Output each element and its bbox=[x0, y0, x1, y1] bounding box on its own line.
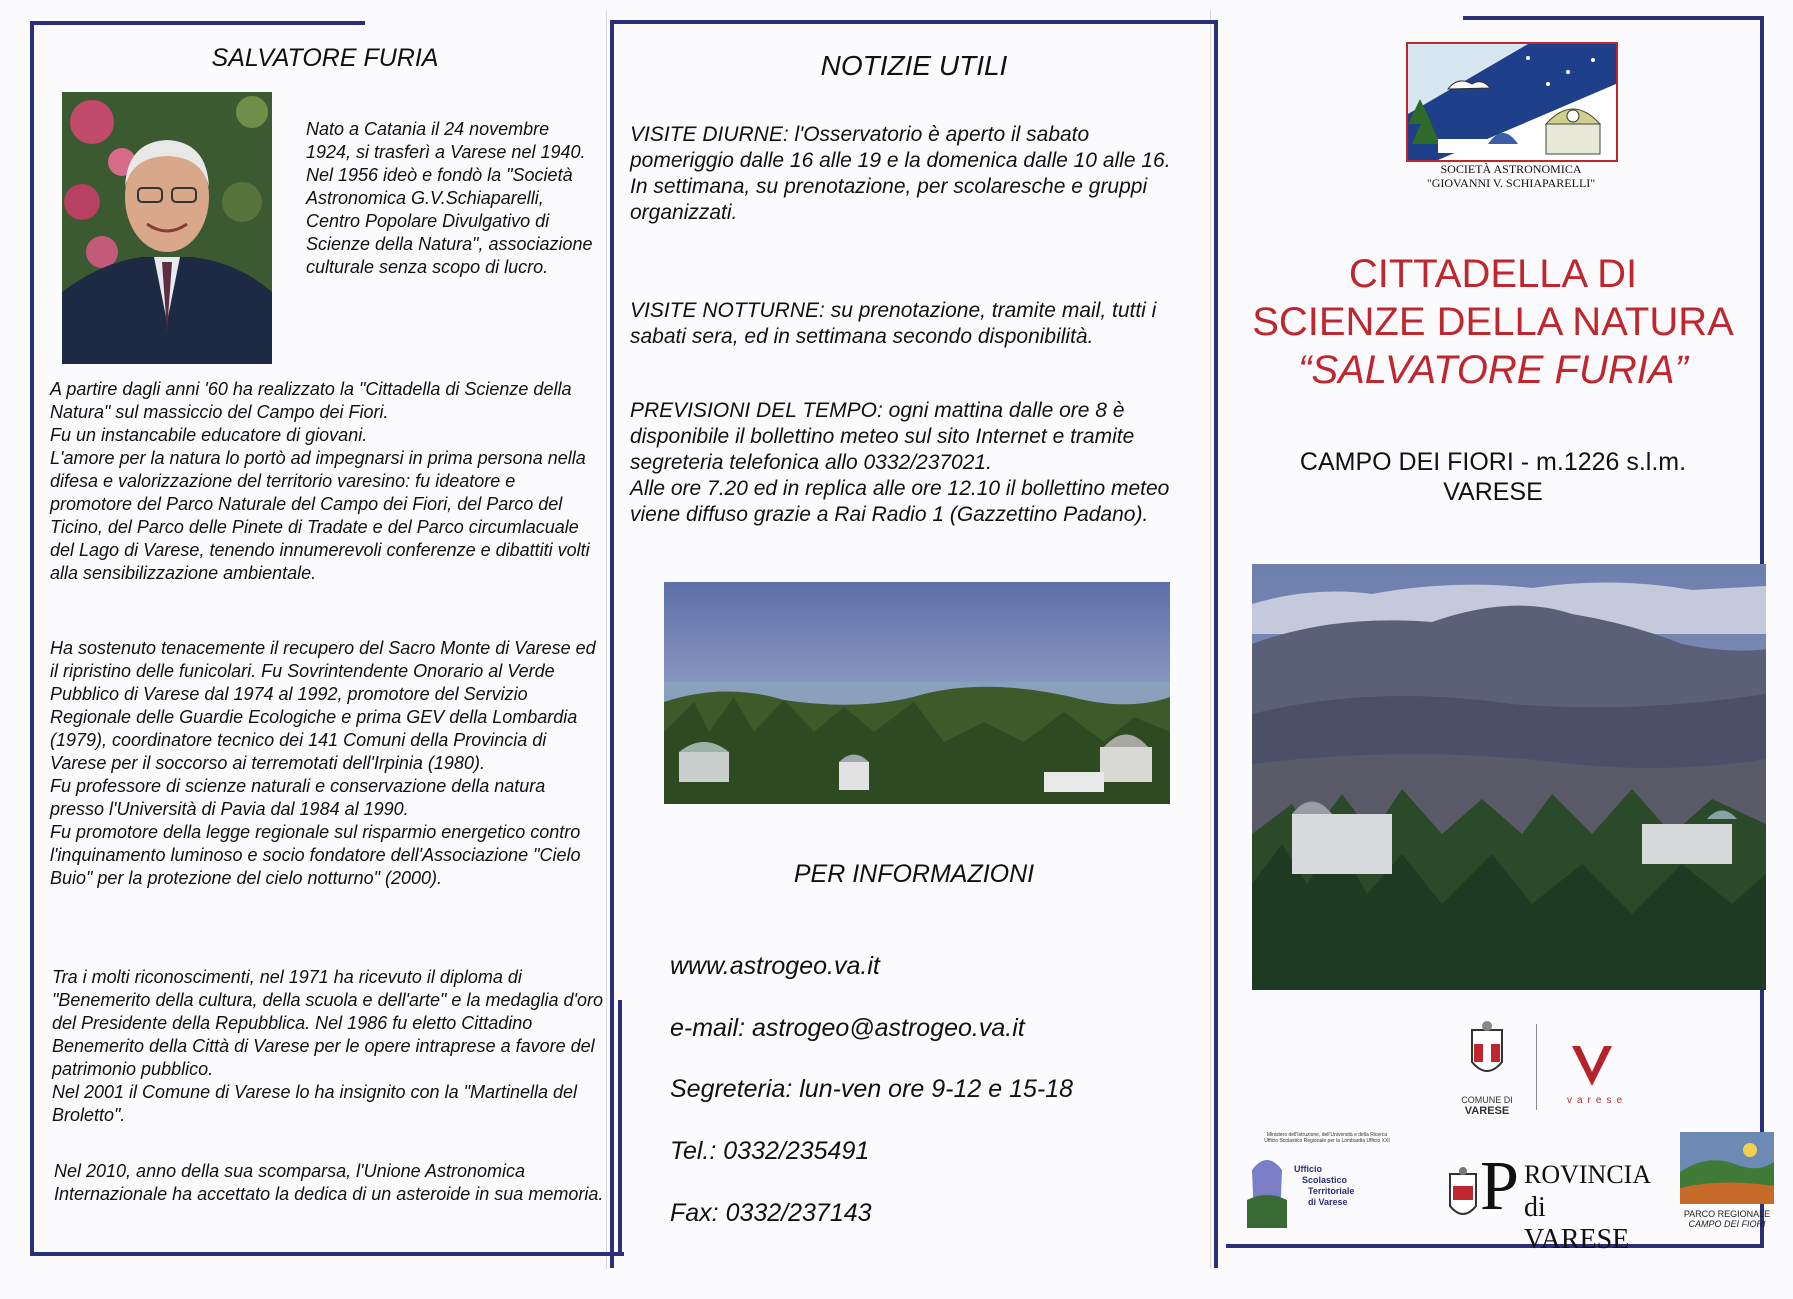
left-paragraph-1 bbox=[50, 378, 602, 585]
segreteria-info: Segreteria: lun-ven ore 9-12 e 15-18 bbox=[670, 1075, 1074, 1103]
ufficio-line4: di Varese bbox=[1308, 1197, 1348, 1207]
comune-label1: COMUNE DI bbox=[1461, 1095, 1513, 1105]
info-title: PER INFORMAZIONI bbox=[793, 860, 1035, 888]
ufficio-scolastico-logo bbox=[1242, 1132, 1402, 1232]
location-line2: VARESE bbox=[1443, 478, 1543, 506]
provincia-line2: di VARESE bbox=[1524, 1192, 1630, 1255]
provincia-line1: ROVINCIA bbox=[1524, 1160, 1652, 1189]
society-name-line2: "GIOVANNI V. SCHIAPARELLI" bbox=[1426, 176, 1596, 190]
varese-brand-text: varese bbox=[1566, 1095, 1627, 1106]
left-paragraph-3 bbox=[52, 966, 604, 1127]
left-paragraph-4 bbox=[54, 1160, 606, 1206]
right-top-rule bbox=[1463, 16, 1763, 20]
previsioni-label: PREVISIONI DEL TEMPO: bbox=[630, 399, 883, 422]
society-logo bbox=[1406, 42, 1618, 162]
left-paragraph-2 bbox=[50, 637, 602, 890]
main-title-line2: SCIENZE DELLA NATURA bbox=[1252, 300, 1734, 344]
visite-notturne-label: VISITE NOTTURNE: bbox=[630, 299, 825, 322]
left-para2-text: Ha sostenuto tenacemente il recupero del Sacro Monte di Varese ed il ripristino delle funicolari. Fu Sovrintendente Onorario al Verde Pubblico di Varese dal 1974 al 1992, promotore del Servizio Regionale delle Guardie Ecologiche e prima GEV della Lombardia (1979), coordinatore tecnico dei 141 Comuni della Provincia di Varese per il soccorso ai terremotati dell'Irpinia (1980). Fu professore di scienze naturali e conservazione della natura presso l'Università di Pavia dal 1984 al 1990. Fu promotore della legge regionale sul risparmio energetico contro l'inquinamento luminoso e socio fondatore dell'Associazione "Cielo Buio" per la protezione del cielo notturno" (2000). bbox=[50, 638, 596, 888]
fax-number: Fax: 0332/237143 bbox=[670, 1199, 872, 1227]
location-line1: CAMPO DEI FIORI - m.1226 s.l.m. bbox=[1299, 448, 1687, 476]
visite-diurne-label: VISITE DIURNE: bbox=[630, 123, 789, 146]
left-title: SALVATORE FURIA bbox=[211, 44, 439, 72]
portrait-caption: Nato a Catania il 24 novembre 1924, si trasferì a Varese nel 1940. Nel 1956 ideò e fondò la "Società Astronomica G.V.Schiaparelli, Centro Popolare Divulgativo di Scienze della Natura", associazione culturale senza scopo di lucro. bbox=[306, 119, 593, 277]
visite-notturne-block bbox=[630, 298, 1190, 350]
portrait-photo bbox=[62, 92, 272, 364]
varese-brand-logo bbox=[1552, 1040, 1642, 1110]
previsioni-block bbox=[630, 398, 1190, 528]
observatory-panorama-photo bbox=[664, 582, 1170, 804]
comune-di-varese-logo bbox=[1452, 1020, 1522, 1117]
left-para3-text: Tra i molti riconoscimenti, nel 1971 ha ricevuto il diploma di "Benemerito della cultura, della scuola e dell'arte" e la medaglia d'oro del Presidente della Repubblica. Nel 1986 fu eletto Cittadino Benemerito della Città di Varese per le opere intraprese a favore del patrimonio pubblico. Nel 2001 il Comune di Varese lo ha insignito con la "Martinella del Broletto". bbox=[52, 967, 603, 1125]
phone-number: Tel.: 0332/235491 bbox=[670, 1137, 870, 1165]
ufficio-line3: Territoriale bbox=[1308, 1186, 1355, 1196]
visite-diurne-text2: In settimana, su prenotazione, per scolaresche e gruppi organizzati. bbox=[630, 175, 1148, 224]
left-para1-text: A partire dagli anni '60 ha realizzato la "Cittadella di Scienze della Natura" sul massiccio del Campo dei Fiori. Fu un instancabile educatore di giovani. L'amore per la natura lo portò ad impegnarsi in prima persona nella difesa e valorizzazione del territorio varesino: fu ideatore e promotore del Parco Naturale del Campo dei Fiori, del Parco del Ticino, del Parco delle Pinete di Tradate e del Parco circumlacuale del Lago di Varese, tenendo innumerevoli conferenze e dibattiti volti alla sensibilizzazione ambientale. bbox=[50, 379, 590, 583]
visite-notturne-text: su prenotazione, tramite mail, tutti i sabati sera, ed in settimana secondo disponibilità. bbox=[630, 299, 1157, 348]
main-title-line1: CITTADELLA DI bbox=[1348, 252, 1638, 296]
ufficio-line1: Ufficio bbox=[1294, 1164, 1322, 1174]
previsioni-text2: Alle ore 7.20 ed in replica alle ore 12.10 il bollettino meteo viene diffuso grazie a Rai Radio 1 (Gazzettino Padano). bbox=[630, 477, 1170, 526]
parco-label1: PARCO REGIONALE bbox=[1683, 1209, 1771, 1219]
society-name-line1: SOCIETÀ ASTRONOMICA bbox=[1440, 162, 1582, 176]
main-title-line3: “SALVATORE FURIA” bbox=[1298, 348, 1688, 392]
parco-campo-dei-fiori-logo bbox=[1680, 1132, 1774, 1228]
left-para4-text: Nel 2010, anno della sua scomparsa, l'Unione Astronomica Internazionale ha accettato la dedica di un asteroide in sua memoria. bbox=[54, 1161, 604, 1204]
logo-divider bbox=[1536, 1024, 1537, 1110]
campo-dei-fiori-photo bbox=[1252, 564, 1766, 990]
email-link[interactable]: e-mail: astrogeo@astrogeo.va.it bbox=[670, 1014, 1025, 1042]
comune-label2: VARESE bbox=[1464, 1105, 1510, 1117]
right-bottom-rule bbox=[1226, 1244, 1764, 1248]
visite-diurne-text: l'Osservatorio è aperto il sabato pomeriggio dalle 16 alle 19 e la domenica dalle 10 alle 16. bbox=[630, 123, 1171, 172]
provincia-initial: P bbox=[1480, 1148, 1519, 1225]
provincia-di-varese-logo bbox=[1446, 1148, 1652, 1255]
parco-label2: CAMPO DEI FIORI bbox=[1688, 1219, 1766, 1229]
ufficio-line2: Scolastico bbox=[1302, 1175, 1348, 1185]
previsioni-text: ogni mattina dalle ore 8 è disponibile il bollettino meteo sul sito Internet e tramite segreteria telefonica allo 0332/237021. bbox=[630, 399, 1135, 474]
website-link[interactable]: www.astrogeo.va.it bbox=[670, 952, 880, 980]
left-top-rule bbox=[30, 21, 365, 25]
middle-title: NOTIZIE UTILI bbox=[820, 50, 1008, 81]
ufficio-small-text: Ministero dell'Istruzione, dell'Università e della Ricerca Ufficio Scolastico Regionale per la Lombardia Ufficio XXI bbox=[1264, 1132, 1390, 1144]
visite-diurne-block bbox=[630, 122, 1190, 226]
